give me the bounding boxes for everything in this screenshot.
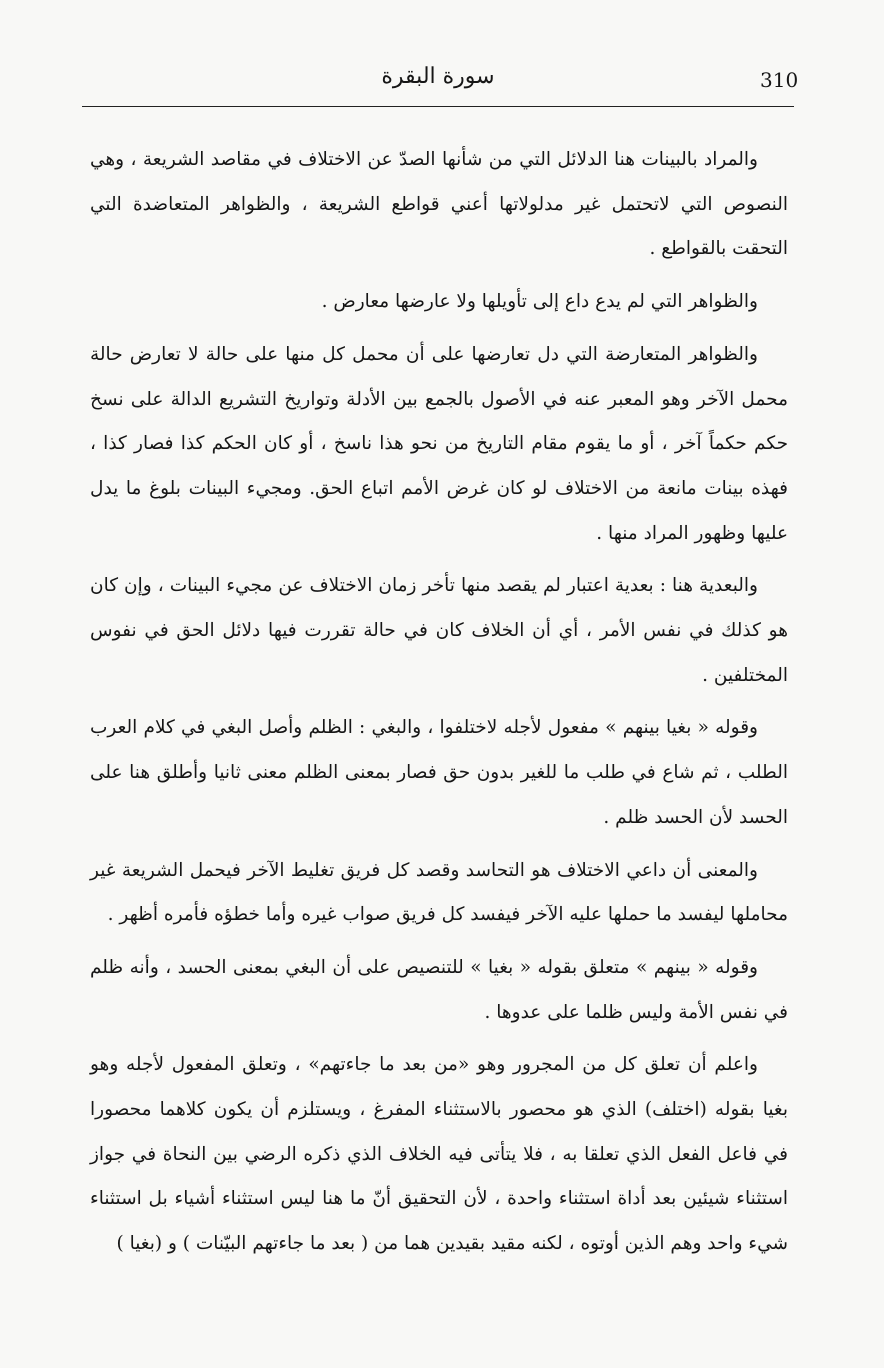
paragraph: وقوله « بينهم » متعلق بقوله « بغيا » للتنصيص على أن البغي بمعنى الحسد ، وأنه ظلم في نفس الأمة وليس ظلما على عدوها . <box>90 956 788 1023</box>
paragraph: واعلم أن تعلق كل من المجرور وهو «من بعد ما جاءتهم» ، وتعلق المفعول لأجله وهو بغيا بقوله (اختلف) الذي هو محصور بالاستثناء المفرغ ، ويستلزم أن يكون كلاهما محصورا في فاعل الفعل الذي تعلقا به ، فلا يتأتى فيه الخلاف الذي ذكره الرضي بين النحاة في جواز استثناء شيئين بعد أداة استثناء واحدة ، لأن التحقيق أنّ ما هنا ليس استثناء أشياء بل استثناء شيء واحد وهم الذين أوتوه ، لكنه مقيد بقيدين هما من ( بعد ما جاءتهم البيّنات ) و (بغيا ) <box>90 1054 788 1255</box>
paragraph: والبعدية هنا : بعدية اعتبار لم يقصد منها تأخر زمان الاختلاف عن مجيء البينات ، وإن كان هو كذلك في نفس الأمر ، أي أن الخلاف كان في حالة تقررت فيها دلائل الحق في نفوس المختلفين . <box>90 575 788 686</box>
paragraph: والمعنى أن داعي الاختلاف هو التحاسد وقصد كل فريق تغليط الآخر فيحمل الشريعة غير محاملها ليفسد ما حملها عليه الآخر فيفسد كل فريق صواب غيره وأما خطؤه فأمره أظهر . <box>90 859 788 926</box>
paragraph: وقوله « بغيا بينهم » مفعول لأجله لاختلفوا ، والبغي : الظلم وأصل البغي في كلام العرب الطلب ، ثم شاع في طلب ما للغير بدون حق فصار بمعنى الظلم معنى ثانيا وأطلق هنا على الحسد لأن الحسد ظلم . <box>90 717 788 828</box>
paragraph: والظواهر المتعارضة التي دل تعارضها على أن محمل كل منها على حالة لا تعارض حالة محمل الآخر وهو المعبر عنه في الأصول بالجمع بين الأدلة وتواريخ التشريع الدالة على نسخ حكم حكماً آخر ، أو ما يقوم مقام التاريخ من نحو هذا ناسخ ، أو كان الحكم كذا فصار كذا ، فهذه بينات مانعة من الاختلاف لو كان غرض الأمم اتباع الحق. ومجيء البينات بلوغ ما يدل عليها وظهور المراد منها . <box>90 343 788 544</box>
page-number: 310 <box>760 68 799 92</box>
paragraph: والظواهر التي لم يدع داع إلى تأويلها ولا عارضها معارض . <box>321 291 758 313</box>
running-title: سورة البقرة <box>381 64 495 89</box>
body-text <box>90 138 788 1275</box>
page-header <box>82 62 799 102</box>
paragraph: والمراد بالبينات هنا الدلائل التي من شأنها الصدّ عن الاختلاف في مقاصد الشريعة ، وهي النصوص التي لاتحتمل غير مدلولاتها أعني قواطع الشريعة ، والظواهر المتعاضدة التي التحقت بالقواطع . <box>90 149 788 260</box>
header-divider <box>82 106 794 107</box>
